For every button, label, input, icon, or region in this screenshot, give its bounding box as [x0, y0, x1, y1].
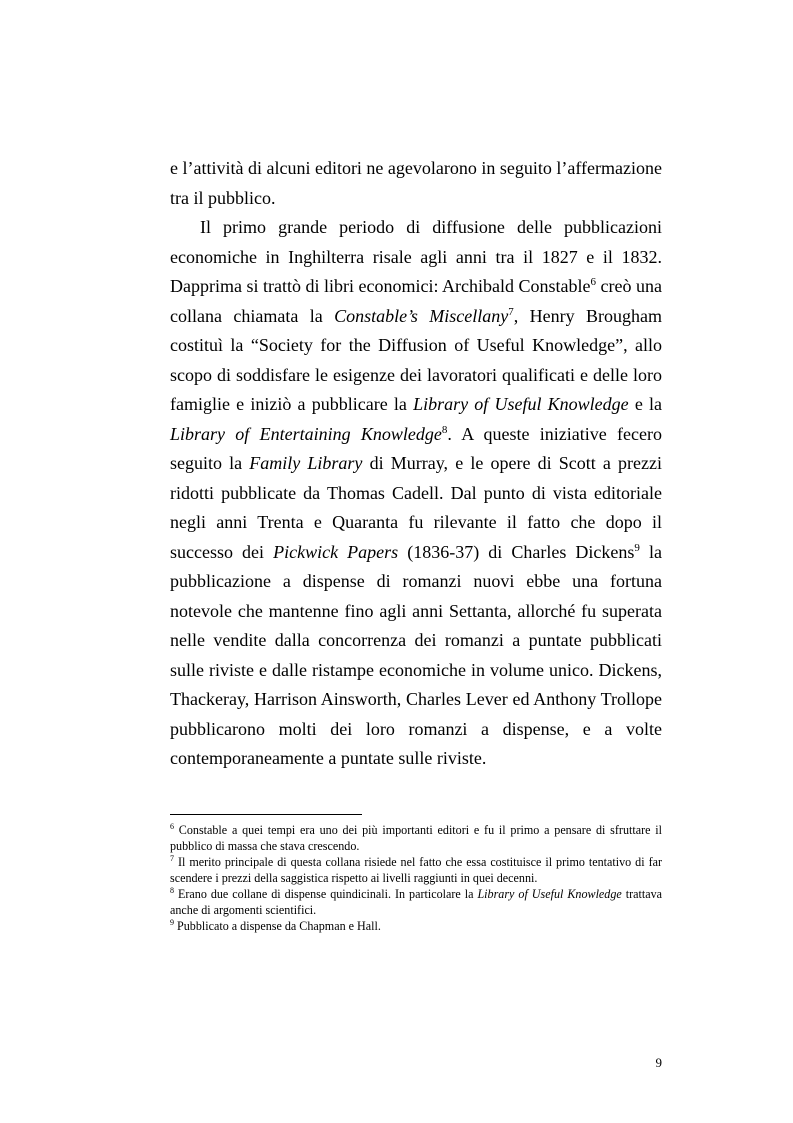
footnote-separator: [170, 814, 362, 815]
footnote-text: Il merito principale di questa collana risiede nel fatto che essa costituisce il primo tentativo di far scendere i prezzi della saggistica rispetto ai livelli raggiunti in quei decenni.: [170, 855, 662, 885]
footnote-9: [170, 918, 662, 934]
text-segment: di Murray, e le opere di Scott a prezzi ridotti pubblicate da Thomas Cadell. Dal punto di vista editoriale negli anni Trenta e Quaranta fu rilevante il fatto che dopo il successo dei: [170, 453, 662, 562]
footnotes: [170, 822, 662, 934]
text-segment: creò una collana chiamata la: [170, 276, 662, 326]
footnote-number: 6: [170, 821, 174, 831]
footnote-number: 7: [170, 853, 174, 863]
footnote-ref-7[interactable]: 7: [508, 305, 514, 318]
footnote-ref-8[interactable]: 8: [441, 423, 448, 436]
title-pickwick-papers: Pickwick Papers: [273, 541, 399, 562]
footnote-ref-9[interactable]: 9: [634, 541, 640, 554]
text-segment: Il primo grande periodo di diffusione delle pubblicazioni economiche in Inghilterra risale agli anni tra il 1827 e il 1832. Dapprima si trattò di libri economici: Archibald Constable: [170, 217, 662, 296]
footnote-8: [170, 886, 662, 918]
text-segment: . A queste iniziative fecero seguito la: [170, 423, 662, 473]
footnote-6: [170, 822, 662, 854]
title-library-useful-knowledge: Library of Useful Knowledge: [413, 394, 629, 414]
title-family-library: Family Library: [249, 453, 363, 473]
paragraph-continuation: e l’attività di alcuni editori ne agevolarono in seguito l’affermazione tra il pubblico.: [170, 158, 662, 208]
title-constables-miscellany: Constable’s Miscellany: [334, 305, 509, 326]
title-library-entertaining-knowledge: Library of Entertaining Knowledge: [170, 423, 442, 444]
main-text: [170, 154, 662, 774]
footnote-text: Erano due collane di dispense quindicinali. In particolare la: [174, 887, 478, 901]
page-number: 9: [655, 1055, 662, 1070]
text-segment: e la: [628, 394, 663, 414]
footnote-text: trattava anche di argomenti scientifici.: [170, 887, 663, 917]
footnote-text: Constable a quei tempi era uno dei più importanti editori e fu il primo a pensare di sfruttare il pubblico di massa che stava crescendo.: [170, 823, 662, 853]
footnote-text: Pubblicato a dispense da Chapman e Hall.: [174, 919, 381, 933]
footnote-ref-6[interactable]: 6: [590, 276, 596, 288]
paragraph-cheap-publications: [170, 213, 662, 774]
footnote-number: 8: [170, 885, 174, 895]
text-segment: (1836-37) di Charles Dickens: [398, 541, 635, 562]
footnote-title: Library of Useful Knowledge: [477, 887, 622, 901]
footnote-7: [170, 854, 662, 886]
footnote-number: 9: [170, 917, 174, 927]
text-segment: , Henry Brougham costituì la “Society for the Diffusion of Useful Knowledge”, allo scopo di soddisfare le esigenze dei lavoratori qualificati e delle loro famiglie e iniziò a pubblicare la: [170, 305, 662, 414]
text-segment: la pubblicazione a dispense di romanzi nuovi ebbe una fortuna notevole che mantenne fino agli anni Settanta, allorché fu superata nelle vendite dalla concorrenza dei romanzi a puntate pubblicati sulle riviste e dalle ristampe economiche in volume unico. Dickens, Thackeray, Harrison Ainsworth, Charles Lever ed Anthony Trollope pubblicarono molti dei loro romanzi a dispense, e a volte contemporaneamente a puntate sulle riviste.: [170, 541, 662, 768]
